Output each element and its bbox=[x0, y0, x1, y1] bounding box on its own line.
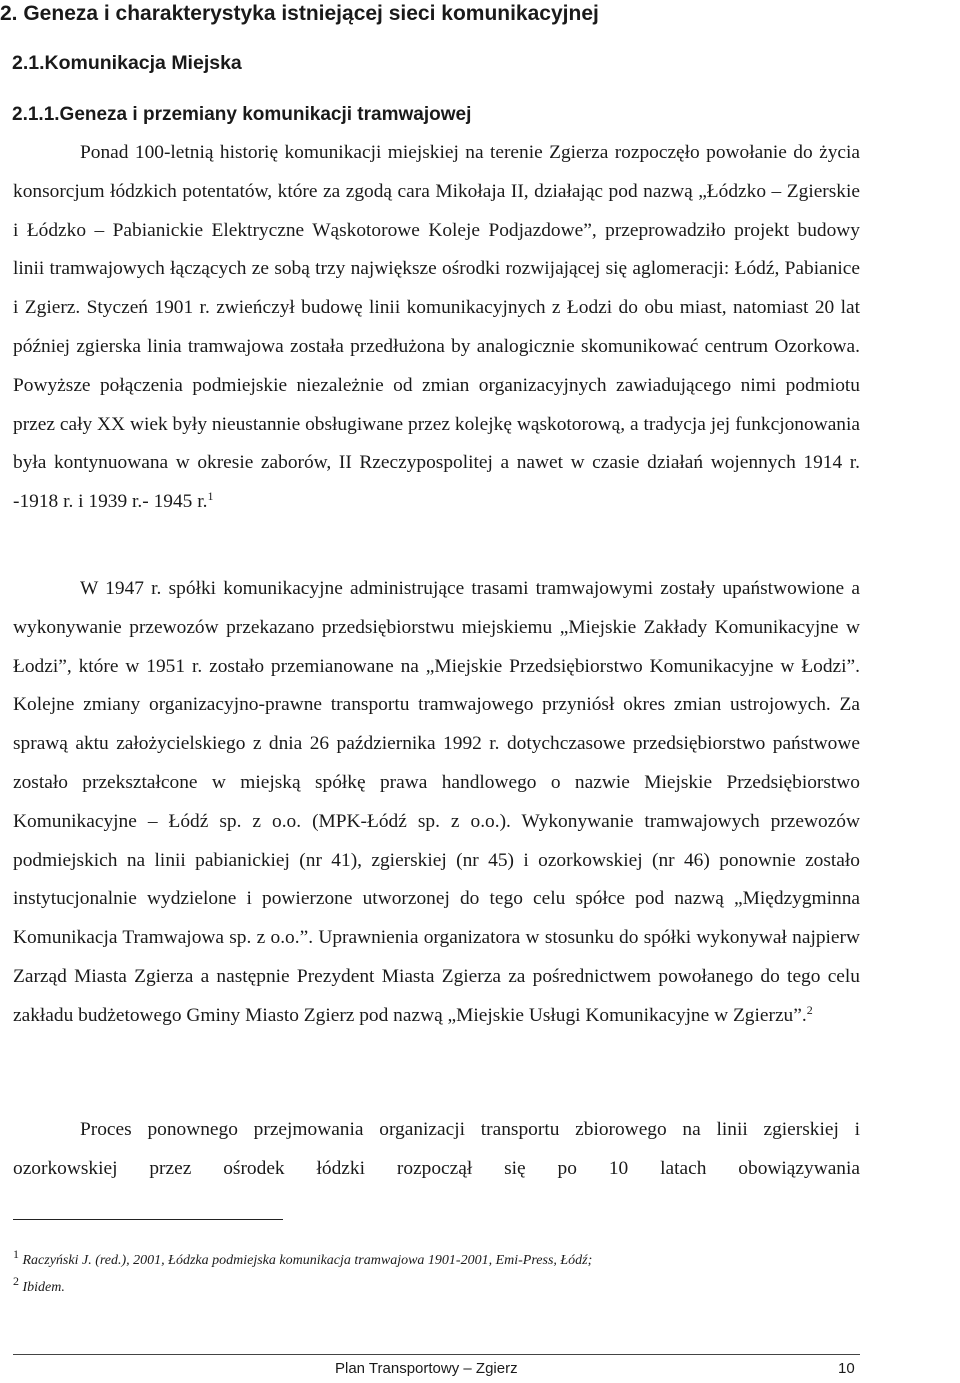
footnote-2-number: 2 bbox=[13, 1274, 19, 1288]
chapter-heading: 2. Geneza i charakterystyka istniejącej sieci komunikacyjnej bbox=[0, 2, 599, 25]
footer-page-number: 10 bbox=[838, 1360, 855, 1377]
paragraph-genesis-text: Ponad 100-letnią historię komunikacji miejskiej na terenie Zgierza rozpoczęło powołanie do życia konsorcjum łódzkich potentatów, które za zgodą cara Mikołaja II, działając pod nazwą „Łódzko – Zgierskie i Łódzko – Pabianickie Elektryczne Wąskotorowe Koleje Podjazdowe”, przeprowadziło projekt budowy linii tramwajowych łączących ze sobą trzy największe ośrodki rozwijającej się aglomeracji: Łódź, Pabianice i Zgierz. Styczeń 1901 r. zwieńczył budowę linii komunikacyjnych z Łodzi do obu miast, natomiast 20 lat później zgierska linia tramwajowa została przedłużona by analogicznie skomunikować centrum Ozorkowa. Powyższe połączenia podmiejskie niezależnie od zmian organizacyjnych zawiadującego nimi podmiotu przez cały XX wiek były nieustannie obsługiwane przez kolejkę wąskotorową, a tradycja jej funkcjonowania była kontynuowana w okresie zaborów, II Rzeczypospolitej a nawet w czasie działań wojennych 1914 r. -1918 r. i 1939 r.- 1945 r. bbox=[13, 142, 860, 513]
footer-divider bbox=[13, 1354, 860, 1355]
footnote-2 bbox=[13, 1274, 65, 1296]
subsection-heading: 2.1.1.Geneza i przemiany komunikacji tramwajowej bbox=[12, 104, 472, 125]
paragraph-1947-text: W 1947 r. spółki komunikacyjne administrujące trasami tramwajowymi zostały upaństwowione a wykonywanie przewozów przekazano przedsiębiorstwu miejskiemu „Miejskie Zakłady Komunikacyjne w Łodzi”, które w 1951 r. zostało przemianowane na „Miejskie Przedsiębiorstwo Komunikacyjne w Łodzi”. Kolejne zmiany organizacyjno-prawne transportu tramwajowego przyniósł okres zmian ustrojowych. Za sprawą aktu założycielskiego z dnia 26 października 1992 r. dotychczasowe przedsiębiorstwo państwowe zostało przekształcone w miejską spółkę prawa handlowego o nazwie Miejskie Przedsiębiorstwo Komunikacyjne – Łódź sp. z o.o. (MPK-Łódź sp. z o.o.). Wykonywanie tramwajowych przewozów podmiejskich na linii pabianickiej (nr 41), zgierskiej (nr 45) i ozorkowskiej (nr 46) ponownie zostało instytucjonalnie wydzielone i powierzone utworzonej do tego celu spółce pod nazwą „Międzygminna Komunikacja Tramwajowa sp. z o.o.”. Uprawnienia organizatora w stosunku do spółki wykonywał najpierw Zarząd Miasta Zgierza a następnie Prezydent Miasta Zgierza za pośrednictwem powołanego do tego celu zakładu budżetowego Gminy Miasto Zgierz pod nazwą „Miejskie Usługi Komunikacyjne w Zgierzu”. bbox=[13, 578, 860, 1026]
paragraph-process: Proces ponownego przejmowania organizacji transportu zbiorowego na linii zgierskiej i ozorkowskiej przez ośrodek łódzki rozpoczął się po 10 latach obowiązywania bbox=[13, 1119, 860, 1179]
footnote-2-text: Ibidem. bbox=[22, 1280, 65, 1295]
paragraph-genesis bbox=[13, 134, 860, 522]
footnote-divider bbox=[13, 1219, 283, 1220]
paragraph-1947 bbox=[13, 570, 860, 1036]
footnote-ref-2[interactable]: 2 bbox=[806, 1002, 813, 1017]
section-heading: 2.1.Komunikacja Miejska bbox=[12, 52, 242, 74]
footer-document-title: Plan Transportowy – Zgierz bbox=[335, 1360, 518, 1377]
footnote-1-text: Raczyński J. (red.), 2001, Łódzka podmiejska komunikacja tramwajowa 1901-2001, Emi-Press, Łódź; bbox=[22, 1253, 593, 1268]
footnote-ref-1[interactable]: 1 bbox=[207, 489, 214, 504]
footnote-1 bbox=[13, 1247, 593, 1269]
footnote-1-number: 1 bbox=[13, 1247, 19, 1261]
